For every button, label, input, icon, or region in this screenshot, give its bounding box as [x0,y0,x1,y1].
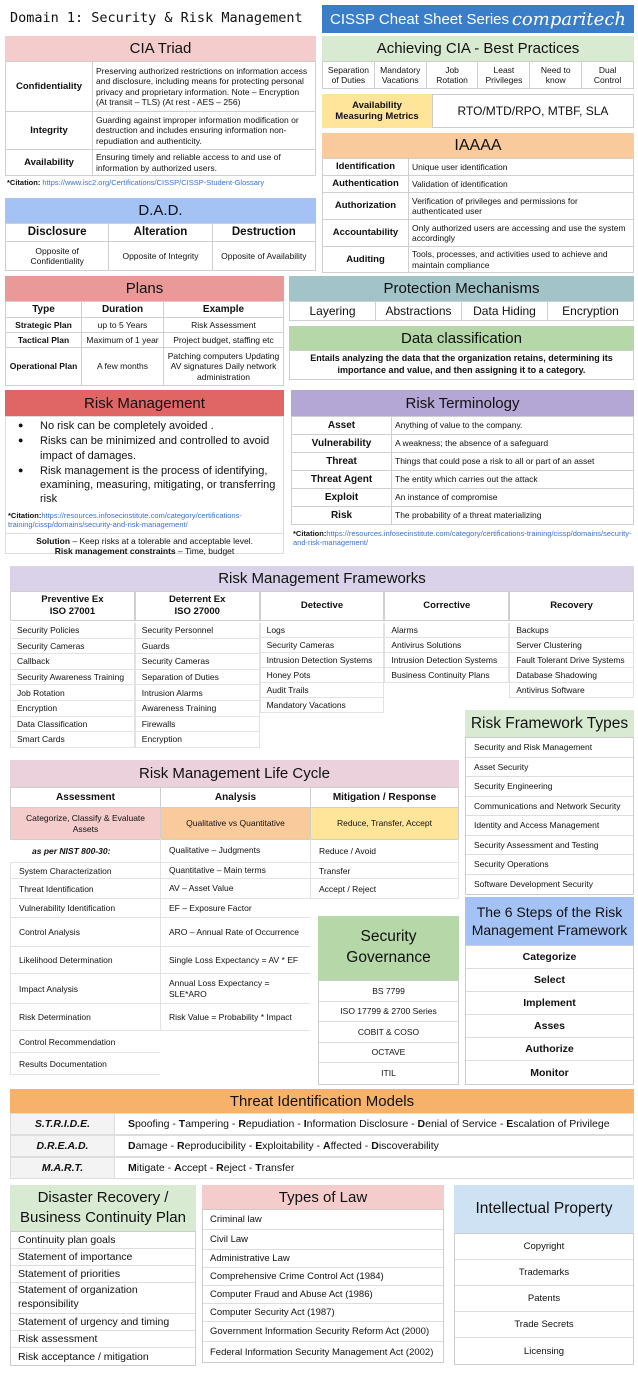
dad-value: Opposite of Availability [212,242,315,271]
threat-letter: D [128,1140,136,1152]
list-item: Computer Fraud and Abuse Act (1986) [203,1286,443,1304]
practice-item: Dual Control [582,62,634,89]
list-item: Statement of organization responsibility [11,1283,195,1314]
list-item: ISO 17799 & 2700 Series [319,1002,458,1023]
list-item: Federal Information Security Management Act (2002) [210,1346,434,1358]
domain-title: Domain 1: Security & Risk Management [10,10,303,26]
rmf-cell: Intrusion Detection Systems [260,653,385,668]
assessment-step: Results Documentation [10,1053,160,1075]
rmf-cell: Fault Tolerant Drive Systems [509,653,634,668]
plan-example: Patching computers Updating AV signatures Daily network administration [164,348,284,386]
table-row [323,220,634,247]
list-item: Trademarks [455,1260,633,1286]
plan-example: Project budget, staffing etc [164,333,284,348]
plan-duration: A few months [82,348,164,386]
list-item: Monitor [530,1066,569,1079]
list-item: Select [466,969,633,992]
practice-item: Mandatory Vacations [374,62,426,89]
rmf-head: Preventive Ex ISO 27001 [10,591,135,621]
threat-letter: I [303,1118,307,1130]
list-item: Software Development Security [474,879,594,890]
assessment-step: Threat Identification [10,879,160,899]
practice-item: Job Rotation [426,62,478,89]
threat-letter: S [128,1118,136,1130]
risk-term-table [291,416,634,525]
risk-term-citation-link[interactable]: https://resources.infosecinstitute.com/category/certifications-training/cissp/domains/security-and-risk-management/ [293,529,632,547]
rmf-cell: Server Clustering [509,638,634,653]
table-row [290,302,634,321]
protection-item: Layering [290,302,376,321]
dad-value: Opposite of Confidentiality [6,242,109,271]
plans-title: Plans [5,276,284,301]
threat-word: itigate - [136,1162,175,1174]
threat-model-desc [115,1135,634,1157]
analysis-item: Annual Loss Expectancy = SLE*ARO [160,974,310,1004]
list-item: Security Engineering [466,777,633,797]
list-item: Civil Law [203,1230,443,1250]
threat-word: ampering - [185,1118,239,1130]
plan-example: Risk Assessment [164,318,284,333]
rmf-cell: Firewalls [135,717,260,733]
list-item: Asses [466,1015,633,1038]
rmf-cell: Backups [509,623,634,638]
analysis-item: ARO – Annual Rate of Occurrence [160,918,310,947]
assessment-step: Risk Determination [10,1004,160,1031]
list-item: Government Information Security Reform Act (2000) [203,1322,443,1342]
risk-term-desc: The entity which carries out the attack [392,471,634,489]
threat-letter: T [178,1118,186,1130]
table-row [292,417,634,435]
rmf-cell: Encryption [135,732,260,748]
risk-mgmt-citation-link[interactable]: https://resources.infosecinstitute.com/category/certifications-training/cissp/domains/security-and-risk-management/ [8,510,242,529]
plan-type: Operational Plan [6,348,82,386]
rmf-cell: Security Cameras [260,638,385,653]
table-row [6,62,316,112]
list-item: Identity and Access Management [466,816,633,836]
rmf-cell: Awareness Training [135,701,260,717]
cia-desc: Guarding against improper information modification or destruction and includes ensuring information non-repudiation and authenticity. [93,112,316,150]
table-row [323,62,634,89]
plan-duration: up to 5 Years [82,318,164,333]
best-practices-title: Achieving CIA - Best Practices [322,36,634,61]
rmf-cell: Database Shadowing [509,668,634,683]
practice-item: Least Privileges [478,62,530,89]
list-item: ● Risk management is the process of identifying, examining, measuring, mitigating, or transferring risk [6,464,283,507]
list-item: Continuity plan goals [11,1232,195,1249]
protection-table [289,301,634,321]
threat-letter: E [255,1140,263,1152]
rmf-cell: Job Rotation [10,685,135,701]
threat-letter: A [174,1162,182,1174]
iaaaa-term: Authorization [323,193,409,220]
availability-metrics-value: RTO/MTD/RPO, MTBF, SLA [432,94,634,128]
list-item: Statement of urgency and timing [11,1314,195,1331]
risk-term-desc: A weakness; the absence of a safeguard [392,435,634,453]
threat-word: epudiation - [245,1118,304,1130]
dad-table [5,223,316,271]
table-row [323,159,634,176]
risk-term-desc: The probability of a threat materializing [392,507,634,525]
table-row [6,318,284,333]
plans-table [5,301,284,386]
risk-term: Vulnerability [292,435,392,453]
plans-head: Duration [82,302,164,318]
rmf-cell: Security Personnel [135,623,260,639]
cycle-sub: Qualitative vs Quantitative [161,808,311,840]
risk-term: Threat [292,453,392,471]
risk-term: Risk [292,507,392,525]
protection-item: Encryption [548,302,634,321]
iaaaa-desc: Unique user identification [409,159,634,176]
list-item: Administrative Law [203,1250,443,1268]
threat-letter: R [216,1162,224,1174]
analysis-item: Qualitative – Judgments [160,839,310,863]
cia-desc: Preserving authorized restrictions on information access and disclosure, including means for protecting personal privacy and proprietary information. Note – Encryption (At transit – TLS) (At rest - AES – 256) [93,62,316,112]
threat-model-name: D.R.E.A.D. [10,1135,115,1157]
rmf-cell: Audit Trails [260,683,385,698]
threat-letter: R [238,1118,246,1130]
threat-letter: E [506,1118,514,1130]
table-row [11,808,459,840]
threat-model-name: S.T.R.I.D.E. [10,1113,115,1135]
drbcp-list [10,1231,196,1366]
risk-term-citation: *Citation:https://resources.infosecinstitute.com/category/certifications-training/cissp/domains/security-and-risk-management/ [293,529,632,547]
rmf-cell: Security Cameras [10,639,135,655]
rmf-cell: Callback [10,654,135,670]
rmf-cell: Alarms [384,623,509,638]
protection-title: Protection Mechanisms [289,276,634,301]
iaaaa-desc: Only authorized users are accessing and use the system accordingly [409,220,634,247]
cycle-title: Risk Management Life Cycle [10,760,459,787]
data-class-title: Data classification [289,326,634,350]
table-row [323,176,634,193]
list-item: Security and Risk Management [466,738,633,758]
rmf-cell: Antivirus Solutions [384,638,509,653]
iaaaa-desc: Tools, processes, and activities used to achieve and maintain compliance [409,247,634,273]
threat-word: enial of Service - [425,1118,507,1130]
cia-title: CIA Triad [5,36,316,61]
mitigation-item: Transfer [310,863,459,879]
table-row [323,193,634,220]
list-item: Trade Secrets [455,1312,633,1338]
cycle-sub: Reduce, Transfer, Accept [311,808,459,840]
list-item: Licensing [523,1345,565,1357]
mitigation-item: Reduce / Avoid [310,839,459,863]
dad-head: Disclosure [6,224,109,242]
assessment-step: Likelihood Determination [10,947,160,974]
list-item: Copyright [455,1234,633,1260]
list-item: ● No risk can be completely avoided . [6,419,283,433]
list-item: Statement of priorities [11,1266,195,1283]
threat-word: ransfer [261,1162,295,1174]
table-row [6,348,284,386]
table-row [292,507,634,525]
list-item: Comprehensive Crime Control Act (1984) [203,1268,443,1286]
risk-mgmt-title: Risk Management [5,390,284,416]
threat-title: Threat Identification Models [10,1089,634,1113]
table-row [6,242,316,271]
table-row [292,471,634,489]
rmf-title: Risk Management Frameworks [10,566,634,591]
threat-word: poofing - [135,1118,179,1130]
rmf-head: Corrective [384,591,509,621]
drbcp-title: Disaster Recovery / Business Continuity Plan [10,1185,196,1231]
table-row [11,788,459,808]
table-row [6,224,316,242]
list-item: ● Risks can be minimized and controlled to avoid impact of damages. [6,434,283,463]
assessment-step: Vulnerability Identification [10,899,160,918]
plans-head: Type [6,302,82,318]
threat-letter: D [371,1140,379,1152]
gov-list [318,980,459,1085]
risk-term: Threat Agent [292,471,392,489]
gov-title: Security Governance [318,916,459,980]
risk-mgmt-solution: Solution – Keep risks at a tolerable and acceptable level. [6,533,283,546]
list-item: BS 7799 [319,981,458,1002]
ip-list [454,1233,634,1365]
risk-mgmt-body [5,416,284,554]
table-row [323,247,634,273]
cia-citation: *Citation: https://www.isc2.org/Certifications/CISSP/CISSP-Student-Glossary [7,178,265,187]
risk-term-desc: Anything of value to the company. [392,417,634,435]
steps-list [465,945,634,1085]
analysis-item: Quantitative – Main terms [160,863,310,879]
series-title: CISSP Cheat Sheet Series [330,10,509,28]
table-row [292,453,634,471]
assessment-step: Control Analysis [10,918,160,947]
cycle-head: Mitigation / Response [311,788,459,808]
protection-item: Data Hiding [462,302,548,321]
list-item: Communications and Network Security [466,797,633,817]
rmf-cell: Security Cameras [135,654,260,670]
rmf-head: Deterrent Ex ISO 27000 [135,591,260,621]
availability-metrics-label: Availability Measuring Metrics [322,94,432,128]
dad-head: Alteration [109,224,212,242]
cia-term: Availability [6,150,93,176]
mitigation-item: Accept / Reject [310,879,459,899]
cia-citation-link[interactable]: https://www.isc2.org/Certifications/CISSP/CISSP-Student-Glossary [40,178,265,187]
rmf-cell: Encryption [10,701,135,717]
threat-model-desc [115,1113,634,1135]
list-item: COBIT & COSO [319,1022,458,1043]
practice-item: Separation of Duties [323,62,375,89]
assessment-step: System Characterization [10,863,160,879]
data-class-text: Entails analyzing the data that the organization retains, determining its importance and value, and then assigning it to a category. [289,350,634,380]
threat-model-name: M.A.R.T. [10,1157,115,1179]
iaaaa-table [322,158,634,273]
iaaaa-term: Authentication [323,176,409,193]
rf-types-title: Risk Framework Types [465,710,634,737]
threat-letter: M [128,1162,137,1174]
list-item: OCTAVE [319,1043,458,1064]
rf-types-list [465,737,634,895]
assessment-step: Control Recommendation [10,1031,160,1053]
rmf-cell: Antivirus Software [509,683,634,698]
cycle-head: Analysis [161,788,311,808]
rmf-cell: Mandatory Vacations [260,698,385,713]
iaaaa-term: Auditing [323,247,409,273]
threat-letter: T [255,1162,262,1174]
dad-title: D.A.D. [5,198,316,223]
brand-logo: comparitech [511,8,626,30]
rmf-cell: Logs [260,623,385,638]
rmf-cell: Intrusion Alarms [135,685,260,701]
best-practices-table [322,61,634,89]
risk-mgmt-constraints: Risk management constraints – Time, budget [54,545,235,556]
risk-term-desc: Things that could pose a risk to all or part of an asset [392,453,634,471]
threat-word: ccept - [181,1162,217,1174]
rmf-cell: Separation of Duties [135,670,260,686]
cia-term: Integrity [6,112,93,150]
steps-title: The 6 Steps of the Risk Management Framework [465,897,634,945]
practice-item: Need to know [530,62,582,89]
analysis-item: Risk Value = Probability * Impact [160,1004,310,1031]
threat-word: nformation Disclosure - [306,1118,418,1130]
risk-term-desc: An instance of compromise [392,489,634,507]
threat-word: scalation of Privilege [513,1118,610,1130]
cia-table [5,61,316,176]
threat-body [10,1113,634,1179]
dad-value: Opposite of Integrity [109,242,212,271]
list-item: ITIL [381,1068,396,1079]
rmf-cell: Security Awareness Training [10,670,135,686]
threat-word: eproducibility - [184,1140,256,1152]
list-item: Criminal law [203,1210,443,1230]
law-title: Types of Law [202,1185,444,1209]
assessment-step: Impact Analysis [10,974,160,1004]
list-item: Asset Security [466,758,633,778]
rmf-cell: Intrusion Detection Systems [384,653,509,668]
threat-word: iscoverability [378,1140,439,1152]
threat-word: xploitability - [262,1140,323,1152]
threat-word: amage - [135,1140,178,1152]
risk-mgmt-bullets [6,419,283,507]
series-banner [322,5,634,33]
table-row [6,150,316,176]
plan-type: Strategic Plan [6,318,82,333]
iaaaa-title: IAAAA [322,133,634,158]
table-row [6,112,316,150]
threat-letter: A [322,1140,331,1152]
threat-letter: R [177,1140,185,1152]
cia-term: Confidentiality [6,62,93,112]
table-row [292,489,634,507]
threat-model-desc [115,1157,634,1179]
rmf-cell: Honey Pots [260,668,385,683]
list-item: Statement of importance [11,1249,195,1266]
list-item: Computer Security Act (1987) [203,1304,443,1322]
risk-term: Asset [292,417,392,435]
list-item: Categorize [466,946,633,969]
risk-term: Exploit [292,489,392,507]
threat-word: eject - [223,1162,256,1174]
rmf-head: Recovery [509,591,634,621]
plan-duration: Maximum of 1 year [82,333,164,348]
cycle-head: Assessment [11,788,161,808]
risk-term-title: Risk Terminology [291,390,634,416]
ip-title: Intellectual Property [454,1185,634,1233]
rmf-cell: Data Classification [10,717,135,733]
analysis-item: Single Loss Expectancy = AV * EF [160,947,310,974]
plans-head: Example [164,302,284,318]
iaaaa-desc: Validation of identification [409,176,634,193]
cia-desc: Ensuring timely and reliable access to and use of information by authorized users. [93,150,316,176]
analysis-item: AV – Asset Value [160,879,310,899]
cycle-head-table [10,787,459,840]
table-row [6,302,284,318]
cycle-sub: Categorize, Classify & Evaluate Assets [11,808,161,840]
rmf-head: Detective [260,591,385,621]
law-list [202,1209,444,1363]
risk-mgmt-citation: *Citation:https://resources.infosecinstitute.com/category/certifications-training/cissp/domains/security-and-risk-management/ [8,510,242,529]
iaaaa-desc: Verification of privileges and permissions for authenticated user [409,193,634,220]
list-item: Security Assessment and Testing [466,836,633,856]
iaaaa-term: Accountability [323,220,409,247]
list-item: Authorize [466,1038,633,1061]
table-row [292,435,634,453]
protection-item: Abstractions [376,302,462,321]
list-item: Implement [466,992,633,1015]
plan-type: Tactical Plan [6,333,82,348]
rmf-cell: Smart Cards [10,732,135,748]
analysis-item: EF – Exposure Factor [160,899,310,918]
dad-head: Destruction [212,224,315,242]
rmf-cell: Business Continuity Plans [384,668,509,683]
rmf-cell: Security Policies [10,623,135,639]
list-item: Risk acceptance / mitigation [18,1350,149,1363]
threat-letter: D [417,1118,426,1130]
rmf-cell: Guards [135,639,260,655]
threat-word: ffected - [330,1140,372,1152]
list-item: Security Operations [466,855,633,875]
list-item: Patents [455,1286,633,1312]
list-item: Risk assessment [11,1331,195,1348]
table-row [6,333,284,348]
nist-label: as per NIST 800-30: [10,839,160,863]
iaaaa-term: Identification [323,159,409,176]
